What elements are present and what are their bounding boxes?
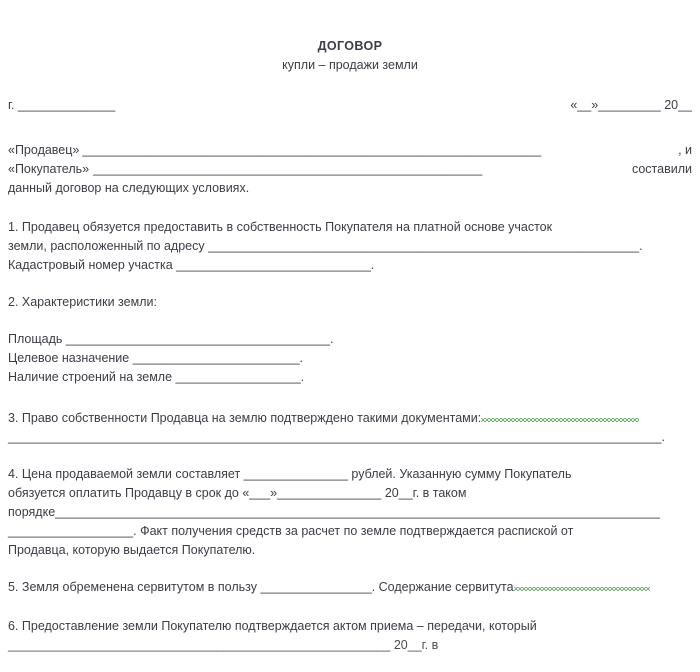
clause-4-line-4[interactable]: __________________. Факт получения средств за расчет по земле подтверждается распиской от — [8, 524, 574, 538]
clause-1-line-1: 1. Продавец обязуется предоставить в собственность Покупателя на платной основе участок — [8, 220, 553, 234]
clause-3-text: 3. Право собственности Продавца на землю подтверждено такими документами: — [8, 411, 482, 425]
clause-5-text[interactable]: 5. Земля обременена сервитутом в пользу ________________. Содержание сервитута — [8, 580, 514, 594]
clause-5-line-1 — [8, 578, 692, 597]
document-title: ДОГОВОР — [317, 39, 383, 53]
place-and-date-row — [8, 96, 692, 115]
seller-label: «Продавец» — [8, 143, 80, 157]
clause-4-line-1: 4. Цена продаваемой земли составляет _______________ рублей. Указанную сумму Покупатель — [8, 467, 572, 481]
buyer-row-tail: составили — [631, 162, 692, 176]
clause-6-line-1: 6. Предоставление земли Покупателю подтверждается актом приема – передачи, который — [8, 619, 537, 633]
document-subtitle: купли – продажи земли — [282, 58, 418, 72]
clause-6-line-2-clipped[interactable]: _______________________________________________________ 20__г. в — [8, 638, 439, 652]
seller-row-tail: , и — [678, 143, 692, 157]
spellcheck-squiggle-icon — [481, 410, 639, 422]
clause-4-line-2[interactable]: обязуется оплатить Продавцу в срок до «___»_______________ 20__г. в таком — [8, 486, 467, 500]
date-field[interactable]: «__»_________ 20__ — [570, 98, 692, 112]
clause-3-line-2[interactable]: ______________________________________________________________________________________________. — [8, 430, 665, 444]
clause-1-line-2[interactable]: земли, расположенный по адресу ______________________________________________________________. — [8, 239, 643, 253]
clause-2-purpose-field[interactable]: Целевое назначение ________________________. — [8, 351, 304, 365]
buyer-label: «Покупатель» — [8, 162, 90, 176]
buyer-blank-field[interactable]: ________________________________________________________ — [93, 162, 483, 176]
seller-row — [8, 141, 692, 160]
buyer-row — [8, 160, 692, 179]
clause-2-area-field[interactable]: Площадь ______________________________________. — [8, 332, 334, 346]
clause-2-heading: 2. Характеристики земли: — [8, 295, 157, 309]
seller-blank-field[interactable]: __________________________________________________________________ — [82, 143, 542, 157]
clause-4-line-3[interactable]: порядке_______________________________________________________________________________________ — [8, 505, 660, 519]
intro-closing-line: данный договор на следующих условиях. — [8, 181, 250, 195]
clause-4-line-5: Продавца, которую выдается Покупателю. — [8, 543, 256, 557]
spellcheck-squiggle-icon-2 — [514, 579, 650, 591]
clause-1-line-3[interactable]: Кадастровый номер участка ____________________________. — [8, 258, 375, 272]
clause-3-line-1 — [8, 409, 692, 428]
place-field[interactable]: г. ______________ — [8, 98, 116, 112]
clause-2-buildings-field[interactable]: Наличие строений на земле __________________. — [8, 370, 305, 384]
